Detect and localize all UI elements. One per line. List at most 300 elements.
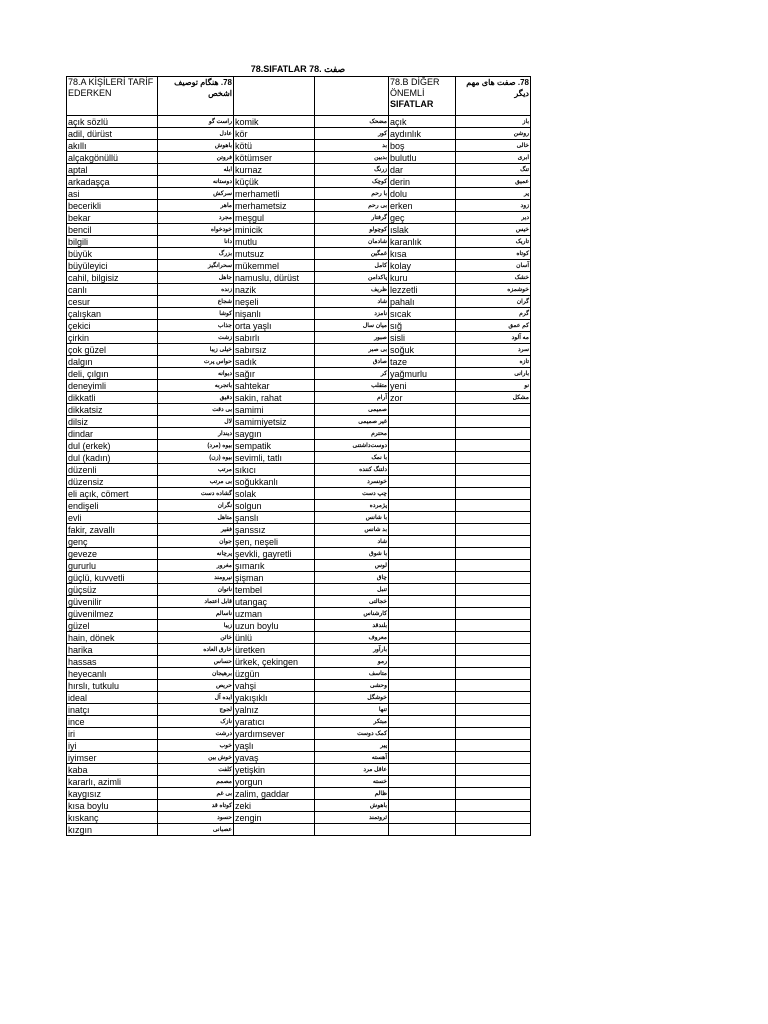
cell-persian-a: مصمم (158, 776, 234, 788)
cell-persian-a: جذاب (158, 320, 234, 332)
cell-persian-c: پر (456, 188, 531, 200)
cell-persian-c (456, 788, 531, 800)
cell-turkish-b: mükemmel (234, 260, 315, 272)
table-row (67, 812, 531, 824)
cell-persian-c: آسان (456, 260, 531, 272)
table-row (67, 764, 531, 776)
cell-persian-a: دیندار (158, 428, 234, 440)
cell-persian-a: دقیق (158, 392, 234, 404)
cell-turkish-b: uzun boylu (234, 620, 315, 632)
cell-turkish-b: minicik (234, 224, 315, 236)
cell-persian-a: کوتاه قد (158, 800, 234, 812)
cell-turkish-b: yavaş (234, 752, 315, 764)
cell-turkish-c (389, 464, 456, 476)
cell-turkish-c (389, 740, 456, 752)
table-row (67, 632, 531, 644)
cell-turkish-b: şanssız (234, 524, 315, 536)
table-row (67, 368, 531, 380)
header-a-persian: 78. هنگام توصیف اشخص (158, 77, 234, 116)
cell-persian-a: باهوش (158, 140, 234, 152)
cell-turkish-a: genç (67, 536, 158, 548)
cell-persian-c (456, 524, 531, 536)
cell-persian-b: بد شانس (315, 524, 389, 536)
cell-turkish-c (389, 572, 456, 584)
cell-persian-b: کمک دوست (315, 728, 389, 740)
table-row (67, 656, 531, 668)
table-row (67, 644, 531, 656)
cell-turkish-a: deli, çılgın (67, 368, 158, 380)
cell-persian-c: زود (456, 200, 531, 212)
cell-persian-c (456, 536, 531, 548)
table-row (67, 692, 531, 704)
cell-turkish-c (389, 416, 456, 428)
cell-turkish-b: nişanlı (234, 308, 315, 320)
cell-turkish-c (389, 608, 456, 620)
table-row (67, 152, 531, 164)
cell-persian-b: کور (315, 128, 389, 140)
cell-turkish-b: soğukkanlı (234, 476, 315, 488)
cell-persian-c: تنگ (456, 164, 531, 176)
cell-turkish-c: taze (389, 356, 456, 368)
table-row (67, 116, 531, 128)
cell-turkish-a: güçsüz (67, 584, 158, 596)
cell-turkish-a: iyimser (67, 752, 158, 764)
cell-turkish-a: kaygısız (67, 788, 158, 800)
cell-persian-c (456, 428, 531, 440)
cell-turkish-c (389, 560, 456, 572)
cell-persian-c: کوتاه (456, 248, 531, 260)
cell-turkish-a: güçlü, kuvvetli (67, 572, 158, 584)
cell-turkish-b: yakışıklı (234, 692, 315, 704)
table-row (67, 572, 531, 584)
cell-turkish-c: lezzetli (389, 284, 456, 296)
cell-persian-a: فقیر (158, 524, 234, 536)
cell-persian-c (456, 404, 531, 416)
cell-turkish-c (389, 680, 456, 692)
cell-persian-b: صبور (315, 332, 389, 344)
cell-persian-a: جاهل (158, 272, 234, 284)
cell-persian-b: گرفتار (315, 212, 389, 224)
cell-persian-c: عمیق (456, 176, 531, 188)
cell-turkish-a: ince (67, 716, 158, 728)
cell-persian-a: خارق العاده (158, 644, 234, 656)
cell-turkish-c: zor (389, 392, 456, 404)
cell-persian-b: بی صبر (315, 344, 389, 356)
cell-persian-a: زشت (158, 332, 234, 344)
cell-turkish-c (389, 776, 456, 788)
cell-persian-c: خوشمزه (456, 284, 531, 296)
table-row (67, 608, 531, 620)
cell-persian-b: پژمرده (315, 500, 389, 512)
cell-persian-a: دانا (158, 236, 234, 248)
cell-turkish-a: güvenilir (67, 596, 158, 608)
cell-turkish-c (389, 488, 456, 500)
cell-turkish-b: tembel (234, 584, 315, 596)
cell-turkish-a: canlı (67, 284, 158, 296)
cell-turkish-a: kıskanç (67, 812, 158, 824)
cell-turkish-b: uzman (234, 608, 315, 620)
cell-persian-b: باهوش (315, 800, 389, 812)
cell-turkish-c: soğuk (389, 344, 456, 356)
cell-turkish-a: dilsiz (67, 416, 158, 428)
cell-turkish-c (389, 764, 456, 776)
cell-persian-a: ناسالم (158, 608, 234, 620)
cell-persian-c (456, 608, 531, 620)
cell-persian-c (456, 452, 531, 464)
table-row (67, 200, 531, 212)
table-row (67, 272, 531, 284)
cell-persian-c: دیر (456, 212, 531, 224)
cell-turkish-c: derin (389, 176, 456, 188)
cell-persian-a: قابل اعتماد (158, 596, 234, 608)
cell-turkish-b: şişman (234, 572, 315, 584)
cell-turkish-c (389, 476, 456, 488)
table-row (67, 680, 531, 692)
cell-persian-a: برهیجان (158, 668, 234, 680)
cell-turkish-c (389, 440, 456, 452)
table-row (67, 800, 531, 812)
cell-persian-c (456, 728, 531, 740)
cell-turkish-b: kör (234, 128, 315, 140)
cell-turkish-b: küçük (234, 176, 315, 188)
cell-persian-c (456, 704, 531, 716)
table-row (67, 704, 531, 716)
cell-turkish-c: dar (389, 164, 456, 176)
cell-turkish-c (389, 644, 456, 656)
cell-persian-c: نو (456, 380, 531, 392)
cell-turkish-c: boş (389, 140, 456, 152)
cell-turkish-b: şanslı (234, 512, 315, 524)
cell-persian-a: بی دقت (158, 404, 234, 416)
cell-persian-b: کارشناس (315, 608, 389, 620)
cell-turkish-b: ürkek, çekingen (234, 656, 315, 668)
cell-turkish-a: inatçı (67, 704, 158, 716)
cell-persian-a: متاهل (158, 512, 234, 524)
cell-turkish-c (389, 512, 456, 524)
cell-persian-c (456, 680, 531, 692)
cell-persian-b: لوس (315, 560, 389, 572)
cell-turkish-b: yetişkin (234, 764, 315, 776)
cell-turkish-a: geveze (67, 548, 158, 560)
cell-turkish-c: geç (389, 212, 456, 224)
spreadsheet-page (66, 62, 530, 836)
table-row (67, 188, 531, 200)
cell-persian-b: پاکدامن (315, 272, 389, 284)
table-row (67, 236, 531, 248)
table-row (67, 296, 531, 308)
cell-persian-c: گران (456, 296, 531, 308)
cell-turkish-c: sıcak (389, 308, 456, 320)
cell-turkish-a: arkadaşça (67, 176, 158, 188)
cell-turkish-a: heyecanlı (67, 668, 158, 680)
cell-turkish-a: aptal (67, 164, 158, 176)
cell-turkish-b: nazik (234, 284, 315, 296)
table-row (67, 248, 531, 260)
cell-persian-a: سرکش (158, 188, 234, 200)
table-row (67, 308, 531, 320)
cell-persian-a: سحرانگیز (158, 260, 234, 272)
cell-persian-c (456, 656, 531, 668)
cell-persian-b: با شوق (315, 548, 389, 560)
table-row (67, 512, 531, 524)
cell-persian-b: ثروتمند (315, 812, 389, 824)
cell-turkish-a: harika (67, 644, 158, 656)
cell-persian-b: کامل (315, 260, 389, 272)
cell-persian-b: بدبین (315, 152, 389, 164)
cell-turkish-b: zalim, gaddar (234, 788, 315, 800)
cell-persian-b: متقلب (315, 380, 389, 392)
cell-turkish-b: namuslu, dürüst (234, 272, 315, 284)
cell-persian-a: ماهر (158, 200, 234, 212)
cell-persian-c: خشک (456, 272, 531, 284)
cell-persian-c (456, 584, 531, 596)
cell-turkish-b: sadık (234, 356, 315, 368)
cell-persian-b: تنها (315, 704, 389, 716)
cell-turkish-c (389, 620, 456, 632)
cell-turkish-c (389, 452, 456, 464)
cell-persian-a: لال (158, 416, 234, 428)
cell-persian-a: فروتن (158, 152, 234, 164)
cell-turkish-a: hassas (67, 656, 158, 668)
cell-persian-c: گرم (456, 308, 531, 320)
cell-persian-b: کر (315, 368, 389, 380)
cell-persian-b: متاسف (315, 668, 389, 680)
table-row (67, 440, 531, 452)
cell-persian-b: با نمک (315, 452, 389, 464)
cell-persian-c: کم عمق (456, 320, 531, 332)
cell-turkish-a: cesur (67, 296, 158, 308)
cell-turkish-a: dindar (67, 428, 158, 440)
cell-persian-c (456, 596, 531, 608)
cell-persian-b: مبتکر (315, 716, 389, 728)
cell-turkish-c: kısa (389, 248, 456, 260)
cell-persian-a: کوشا (158, 308, 234, 320)
cell-turkish-c: bulutlu (389, 152, 456, 164)
cell-persian-a: خوب (158, 740, 234, 752)
cell-persian-c (456, 740, 531, 752)
cell-persian-b (315, 824, 389, 836)
cell-persian-c: ابری (456, 152, 531, 164)
cell-persian-b: غمگین (315, 248, 389, 260)
cell-turkish-b: sabırsız (234, 344, 315, 356)
table-row (67, 596, 531, 608)
table-row (67, 788, 531, 800)
cell-turkish-a: çalışkan (67, 308, 158, 320)
cell-persian-a: عصبانی (158, 824, 234, 836)
cell-turkish-c (389, 812, 456, 824)
cell-turkish-b: neşeli (234, 296, 315, 308)
cell-persian-b: دوست‌داشتنی (315, 440, 389, 452)
table-row (67, 668, 531, 680)
cell-turkish-b: yaratıcı (234, 716, 315, 728)
cell-persian-c (456, 764, 531, 776)
cell-persian-b: بد (315, 140, 389, 152)
cell-turkish-a: güzel (67, 620, 158, 632)
cell-turkish-c (389, 548, 456, 560)
cell-persian-b: ظالم (315, 788, 389, 800)
cell-persian-b: با شانس (315, 512, 389, 524)
table-row (67, 212, 531, 224)
header-empty-cell (315, 77, 389, 116)
cell-persian-b: چپ دست (315, 488, 389, 500)
cell-turkish-c (389, 524, 456, 536)
cell-turkish-c: erken (389, 200, 456, 212)
table-row (67, 392, 531, 404)
table-row (67, 752, 531, 764)
cell-persian-a: باتجربه (158, 380, 234, 392)
header-b-line1: 78.B DİĞER ÖNEMLİ (390, 77, 440, 98)
table-row (67, 140, 531, 152)
cell-persian-a: بیوه (زن) (158, 452, 234, 464)
cell-persian-c (456, 416, 531, 428)
cell-persian-c (456, 752, 531, 764)
cell-persian-a: کلفت (158, 764, 234, 776)
cell-turkish-b: sevimli, tatlı (234, 452, 315, 464)
cell-turkish-a: ideal (67, 692, 158, 704)
cell-turkish-a: bekar (67, 212, 158, 224)
cell-persian-c (456, 548, 531, 560)
cell-turkish-c (389, 824, 456, 836)
cell-turkish-c (389, 668, 456, 680)
vocabulary-table (66, 76, 531, 836)
cell-persian-a: بی مرتب (158, 476, 234, 488)
cell-turkish-a: bilgili (67, 236, 158, 248)
cell-turkish-c: sığ (389, 320, 456, 332)
cell-persian-b: ظریف (315, 284, 389, 296)
cell-turkish-c (389, 692, 456, 704)
cell-turkish-c (389, 800, 456, 812)
table-row (67, 500, 531, 512)
table-row (67, 260, 531, 272)
cell-turkish-a: alçakgönüllü (67, 152, 158, 164)
cell-turkish-b: merhametli (234, 188, 315, 200)
cell-persian-a: خیلی زیبا (158, 344, 234, 356)
cell-persian-c (456, 560, 531, 572)
cell-persian-c: باز (456, 116, 531, 128)
cell-persian-a: شجاع (158, 296, 234, 308)
cell-persian-b: رمو (315, 656, 389, 668)
cell-persian-a: راست گو (158, 116, 234, 128)
cell-persian-c: مه آلود (456, 332, 531, 344)
cell-persian-a: بزرگ (158, 248, 234, 260)
cell-persian-a: گشاده دست (158, 488, 234, 500)
cell-turkish-a: kaba (67, 764, 158, 776)
cell-persian-b: خجالتی (315, 596, 389, 608)
cell-persian-c: مشکل (456, 392, 531, 404)
cell-persian-a: عادل (158, 128, 234, 140)
cell-turkish-a: düzenli (67, 464, 158, 476)
cell-persian-a: دیوانه (158, 368, 234, 380)
cell-persian-a: لجوج (158, 704, 234, 716)
cell-turkish-b: sabırlı (234, 332, 315, 344)
table-row (67, 128, 531, 140)
cell-turkish-b: solak (234, 488, 315, 500)
cell-persian-a: ناتوان (158, 584, 234, 596)
header-b-persian: 78. صفت های مهم دیگر (456, 77, 531, 116)
cell-turkish-b: yardımsever (234, 728, 315, 740)
cell-turkish-b: sakin, rahat (234, 392, 315, 404)
cell-persian-b: خونسرد (315, 476, 389, 488)
cell-persian-c (456, 716, 531, 728)
cell-turkish-a: evli (67, 512, 158, 524)
cell-turkish-c (389, 632, 456, 644)
cell-turkish-b: yaşlı (234, 740, 315, 752)
cell-turkish-c: açık (389, 116, 456, 128)
cell-persian-b: تنبل (315, 584, 389, 596)
cell-persian-a: پرچانه (158, 548, 234, 560)
cell-persian-b: غیر صمیمی (315, 416, 389, 428)
cell-turkish-b: solgun (234, 500, 315, 512)
cell-turkish-a: asi (67, 188, 158, 200)
table-row (67, 164, 531, 176)
cell-turkish-b: saygın (234, 428, 315, 440)
cell-turkish-a: dikkatsiz (67, 404, 158, 416)
cell-turkish-b: sağır (234, 368, 315, 380)
cell-persian-c (456, 824, 531, 836)
cell-persian-b: خسته (315, 776, 389, 788)
cell-turkish-c (389, 704, 456, 716)
cell-persian-a: حسود (158, 812, 234, 824)
cell-turkish-a: akıllı (67, 140, 158, 152)
cell-persian-b: مضحک (315, 116, 389, 128)
cell-persian-a: جوان (158, 536, 234, 548)
cell-turkish-a: becerikli (67, 200, 158, 212)
cell-turkish-c (389, 716, 456, 728)
cell-persian-b: عاقل مرد (315, 764, 389, 776)
table-row (67, 524, 531, 536)
table-row (67, 452, 531, 464)
cell-persian-a: حساس (158, 656, 234, 668)
cell-turkish-b: sempatik (234, 440, 315, 452)
table-row (67, 464, 531, 476)
cell-turkish-a: hain, dönek (67, 632, 158, 644)
cell-turkish-b: kötü (234, 140, 315, 152)
cell-turkish-c (389, 656, 456, 668)
table-row (67, 404, 531, 416)
cell-turkish-a: çekici (67, 320, 158, 332)
cell-persian-a: زیبا (158, 620, 234, 632)
cell-turkish-a: büyüleyici (67, 260, 158, 272)
cell-turkish-b: yorgun (234, 776, 315, 788)
cell-persian-a: نیرومند (158, 572, 234, 584)
cell-turkish-c (389, 788, 456, 800)
cell-turkish-b: zeki (234, 800, 315, 812)
cell-persian-c (456, 488, 531, 500)
cell-turkish-a: hırslı, tutkulu (67, 680, 158, 692)
cell-persian-b: چاق (315, 572, 389, 584)
cell-persian-a: حریص (158, 680, 234, 692)
table-row (67, 476, 531, 488)
cell-turkish-a: endişeli (67, 500, 158, 512)
cell-persian-b: صادق (315, 356, 389, 368)
cell-turkish-a: dul (erkek) (67, 440, 158, 452)
cell-turkish-c: karanlık (389, 236, 456, 248)
cell-turkish-a: dikkatli (67, 392, 158, 404)
cell-turkish-b: üretken (234, 644, 315, 656)
cell-turkish-c (389, 752, 456, 764)
cell-persian-a: مرتب (158, 464, 234, 476)
cell-turkish-c: yağmurlu (389, 368, 456, 380)
cell-turkish-c: yeni (389, 380, 456, 392)
cell-turkish-b: üzgün (234, 668, 315, 680)
cell-persian-b: صمیمی (315, 404, 389, 416)
table-row (67, 620, 531, 632)
table-row (67, 536, 531, 548)
cell-turkish-b: sahtekar (234, 380, 315, 392)
cell-turkish-b: kurnaz (234, 164, 315, 176)
table-row (67, 284, 531, 296)
cell-turkish-a: kararlı, azimli (67, 776, 158, 788)
